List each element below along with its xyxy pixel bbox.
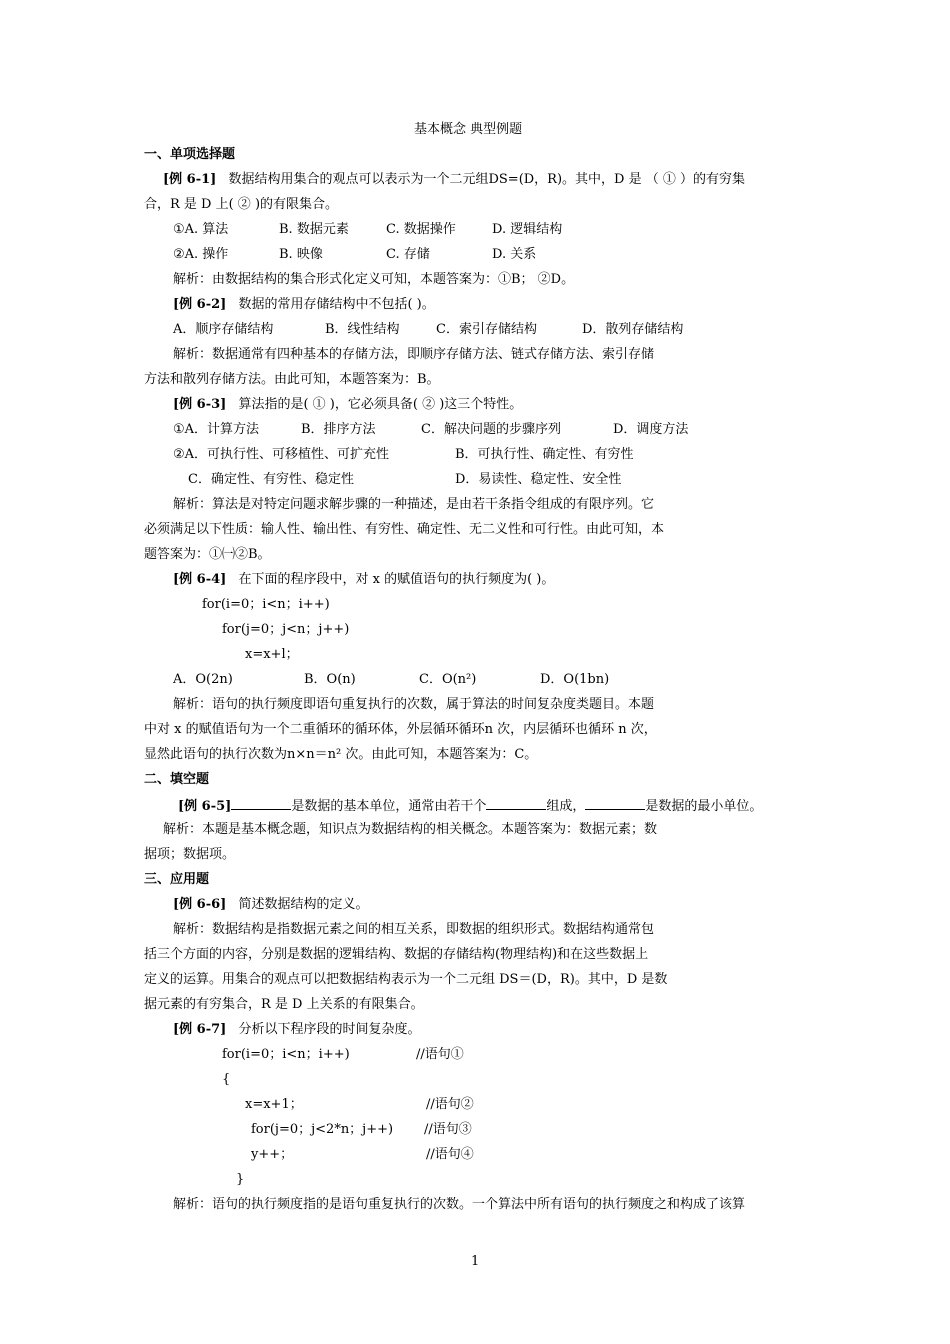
example-6-5-question: [178, 796, 762, 816]
code-line: for(i=0；i<n；i++): [202, 597, 330, 612]
code-line: }: [236, 1172, 245, 1187]
section-heading-application: 三、应用题: [144, 872, 210, 887]
question-text: 简述数据结构的定义。: [238, 897, 369, 912]
question-text: 分析以下程序段的时间复杂度。: [238, 1022, 421, 1037]
answer-text: 解析：算法是对特定问题求解步骤的一种描述，是由若干条指令组成的有限序列。它: [173, 497, 655, 512]
answer-text: 中对 x 的赋值语句为一个二重循环的循环体，外层循环循环n 次，内层循环也循环 n 次，: [144, 722, 657, 737]
question-text: 是数据的最小单位。: [645, 799, 763, 814]
fill-blank: [231, 796, 291, 810]
answer-text: 解析：数据通常有四种基本的存储方法，即顺序存储方法、链式存储方法、索引存储: [173, 347, 655, 362]
answer-text: 方法和散列存储方法。由此可知，本题答案为：B。: [144, 372, 440, 387]
option: D．O(1bn): [540, 672, 610, 687]
answer-text: 据元素的有穷集合，R 是 D 上关系的有限集合。: [144, 997, 424, 1012]
example-6-1-question: [163, 171, 745, 189]
fill-blank: [585, 796, 645, 810]
option: D. 关系: [492, 247, 537, 262]
answer-text: 括三个方面的内容，分别是数据的逻辑结构、数据的存储结构(物理结构)和在这些数据上: [144, 947, 649, 962]
answer-text: 解析：语句的执行频度指的是语句重复执行的次数。一个算法中所有语句的执行频度之和构成了该算: [173, 1197, 746, 1212]
option: C．索引存储结构: [436, 322, 537, 337]
page-title: 基本概念 典型例题: [414, 122, 523, 137]
answer-text: 解析：数据结构是指数据元素之间的相互关系，即数据的组织形式。数据结构通常包: [173, 922, 655, 937]
option: ①A. 算法: [173, 222, 229, 237]
answer-text: 显然此语句的执行次数为n×n＝n² 次。由此可知，本题答案为：C。: [144, 747, 538, 762]
code-comment: //语句④: [426, 1147, 474, 1162]
option: D．散列存储结构: [582, 322, 684, 337]
code-line: for(j=0；j<n；j++): [222, 622, 350, 637]
option: ②A. 操作: [173, 247, 229, 262]
section-heading-fill: 二、填空题: [144, 772, 210, 787]
option: A．O(2n): [173, 672, 233, 687]
option: C. 数据操作: [386, 222, 456, 237]
answer-text: 解析：由数据结构的集合形式化定义可知，本题答案为：①B； ②D。: [173, 272, 575, 287]
example-6-2-question: [173, 296, 435, 314]
example-6-7-question: [173, 1021, 420, 1039]
code-line: x=x+l；: [245, 647, 299, 662]
code-line: for(i=0；i<n；i++): [222, 1047, 350, 1062]
answer-text: 必须满足以下性质：输人性、输出性、有穷性、确定性、无二义性和可行性。由此可知，本: [144, 522, 665, 537]
answer-text: 解析：语句的执行频度即语句重复执行的次数，属于算法的时间复杂度类题目。本题: [173, 697, 655, 712]
option: D. 逻辑结构: [492, 222, 563, 237]
example-6-4-question: [173, 571, 554, 589]
option: D．调度方法: [613, 422, 689, 437]
option: C．确定性、有穷性、稳定性: [188, 472, 354, 487]
option: B．O(n): [304, 672, 356, 687]
question-text: 数据结构用集合的观点可以表示为一个二元组DS=(D，R)。其中，D 是 （ ① ）的有穷集: [228, 172, 745, 187]
option: ②A．可执行性、可移植性、可扩充性: [173, 447, 390, 462]
code-line: x=x+1；: [245, 1097, 303, 1112]
question-text: 在下面的程序段中，对 x 的赋值语句的执行频度为( )。: [238, 572, 555, 587]
page-number: 1: [471, 1254, 480, 1269]
example-tag: [例 6-2]: [173, 297, 227, 312]
code-comment: //语句①: [416, 1047, 464, 1062]
option: C．解决问题的步骤序列: [421, 422, 561, 437]
example-tag: [例 6-6]: [173, 897, 227, 912]
example-6-6-question: [173, 896, 368, 914]
example-tag: [例 6-4]: [173, 572, 227, 587]
option: B．线性结构: [325, 322, 400, 337]
fill-blank: [486, 796, 546, 810]
option: C．O(n²): [419, 672, 477, 687]
example-tag: [例 6-7]: [173, 1022, 227, 1037]
answer-text: 解析：本题是基本概念题，知识点为数据结构的相关概念。本题答案为：数据元素；数: [163, 822, 658, 837]
answer-text: 据项；数据项。: [144, 847, 236, 862]
question-text: 是数据的基本单位，通常由若干个: [291, 799, 487, 814]
option: D．易读性、稳定性、安全性: [455, 472, 622, 487]
code-comment: //语句③: [424, 1122, 472, 1137]
code-line: {: [222, 1072, 231, 1087]
answer-text: 题答案为：①㈠②B。: [144, 547, 271, 562]
option: B. 数据元素: [279, 222, 349, 237]
example-tag: [例 6-3]: [173, 397, 227, 412]
question-text: 组成，: [546, 799, 586, 814]
option: B．排序方法: [301, 422, 376, 437]
option: B. 映像: [279, 247, 323, 262]
answer-text: 定义的运算。用集合的观点可以把数据结构表示为一个二元组 DS＝(D，R)。其中，D 是数: [144, 972, 668, 987]
example-tag: [例 6-5]: [178, 799, 232, 814]
option: ①A．计算方法: [173, 422, 260, 437]
option: B．可执行性、确定性、有穷性: [455, 447, 634, 462]
option: C. 存储: [386, 247, 430, 262]
code-comment: //语句②: [426, 1097, 474, 1112]
question-text-cont: 合，R 是 D 上( ② )的有限集合。: [144, 197, 339, 212]
question-text: 数据的常用存储结构中不包括( )。: [238, 297, 435, 312]
option: A．顺序存储结构: [173, 322, 274, 337]
code-line: for(j=0；j<2*n；j++): [251, 1122, 394, 1137]
example-6-3-question: [173, 396, 522, 414]
code-line: y++；: [251, 1147, 294, 1162]
example-tag: [例 6-1]: [163, 172, 217, 187]
question-text: 算法指的是( ① )，它必须具备( ② )这三个特性。: [238, 397, 523, 412]
section-heading-choice: 一、单项选择题: [144, 147, 236, 162]
